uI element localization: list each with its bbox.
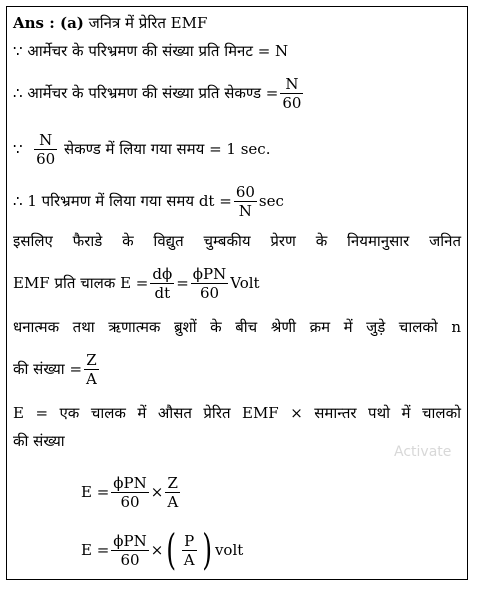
fraction-denominator: 60 <box>36 149 56 168</box>
line-rpm-text: आर्मेचर के परिभ्रमण की संख्या प्रति मिनट = N <box>27 42 289 60</box>
line-faraday <box>13 231 461 251</box>
fraction-n-60 <box>280 75 303 112</box>
fraction-p-a <box>182 532 197 569</box>
therefore-symbol: ∴ <box>13 84 23 102</box>
fraction-z-a <box>84 351 99 388</box>
fraction-denominator: 60 <box>199 283 220 302</box>
fraction-denominator: A <box>167 492 179 511</box>
fraction-z-a <box>165 474 180 511</box>
fraction-numerator: Z <box>165 474 180 493</box>
line-rps <box>13 71 461 115</box>
count-text: की संख्या = <box>13 360 83 378</box>
because-symbol: ∵ <box>13 140 23 158</box>
line-dt <box>13 179 461 223</box>
fraction-numerator: N <box>280 75 303 94</box>
answer-label: Ans : (a) <box>13 14 84 32</box>
fraction-denominator: N <box>238 201 252 220</box>
line-rpm <box>13 41 461 61</box>
therefore-symbol: ∴ <box>13 192 23 210</box>
fraction-numerator: P <box>182 532 197 551</box>
line-emf-per-conductor <box>13 261 461 305</box>
unit-volt: volt <box>214 541 244 559</box>
fraction-denominator: dt <box>154 283 171 302</box>
equals-sign: = <box>176 274 189 292</box>
line-faraday-text: इसलिए फैराडे के विद्युत चुम्बकीय प्रेरण के नियमानुसार जनित <box>13 232 461 250</box>
fraction-numerator: N <box>34 131 57 150</box>
times-sign: × <box>150 483 164 501</box>
line-e-definition <box>13 403 461 423</box>
fraction-n-60 <box>34 131 57 168</box>
fraction-numerator: 60 <box>235 182 255 201</box>
fraction-dphi-dt <box>150 265 174 302</box>
line-dt-text: 1 परिभ्रमण में लिया गया समय dt = <box>27 192 232 210</box>
heading-text: जनित्र में प्रेरित EMF <box>88 14 208 32</box>
times-sign: × <box>150 541 164 559</box>
line-time-text: सेकण्ड में लिया गया समय = 1 sec. <box>63 140 271 158</box>
fraction-denominator: 60 <box>120 492 140 511</box>
equation-1 <box>81 469 461 515</box>
line-series-text: धनात्मक तथा ऋणात्मक ब्रुशों के बीच श्रेणी क्रम में जुड़े चालको n <box>13 318 461 336</box>
equation-2 <box>81 525 461 575</box>
because-symbol: ∵ <box>13 42 23 60</box>
e-definition-text: E = एक चालक में औसत प्रेरित EMF × समान्तर पथो में चालको <box>13 404 461 422</box>
unit-volt: Volt <box>230 274 260 292</box>
line-time-taken <box>13 127 461 171</box>
count-label-text: की संख्या <box>13 432 65 450</box>
fraction-numerator: Z <box>84 351 99 370</box>
fraction-phipn-60 <box>111 474 148 511</box>
fraction-denominator: A <box>86 369 97 388</box>
emf-text: EMF प्रति चालक E = <box>13 274 149 292</box>
activation-watermark: Activate <box>394 444 452 460</box>
answer-heading <box>13 13 461 33</box>
fraction-phipn-60 <box>111 532 148 569</box>
eq2-lhs: E = <box>81 541 110 559</box>
fraction-60-n <box>234 183 257 220</box>
fraction-denominator: 60 <box>120 550 140 569</box>
fraction-denominator: A <box>183 550 195 569</box>
fraction-numerator: ϕPN <box>192 264 227 283</box>
answer-box <box>6 6 468 580</box>
line-series-conductors <box>13 317 461 337</box>
eq1-lhs: E = <box>81 483 110 501</box>
unit-sec: sec <box>258 192 284 210</box>
fraction-numerator: ϕPN <box>113 473 147 492</box>
right-parenthesis: ) <box>201 525 212 574</box>
fraction-phipn-60 <box>191 265 228 302</box>
fraction-numerator: dϕ <box>152 264 173 283</box>
left-parenthesis: ( <box>166 525 177 574</box>
line-rps-text: आर्मेचर के परिभ्रमण की संख्या प्रति सेकण्ड = <box>27 84 279 102</box>
fraction-numerator: ϕPN <box>113 531 147 550</box>
line-count <box>13 347 461 391</box>
fraction-denominator: 60 <box>282 93 302 112</box>
